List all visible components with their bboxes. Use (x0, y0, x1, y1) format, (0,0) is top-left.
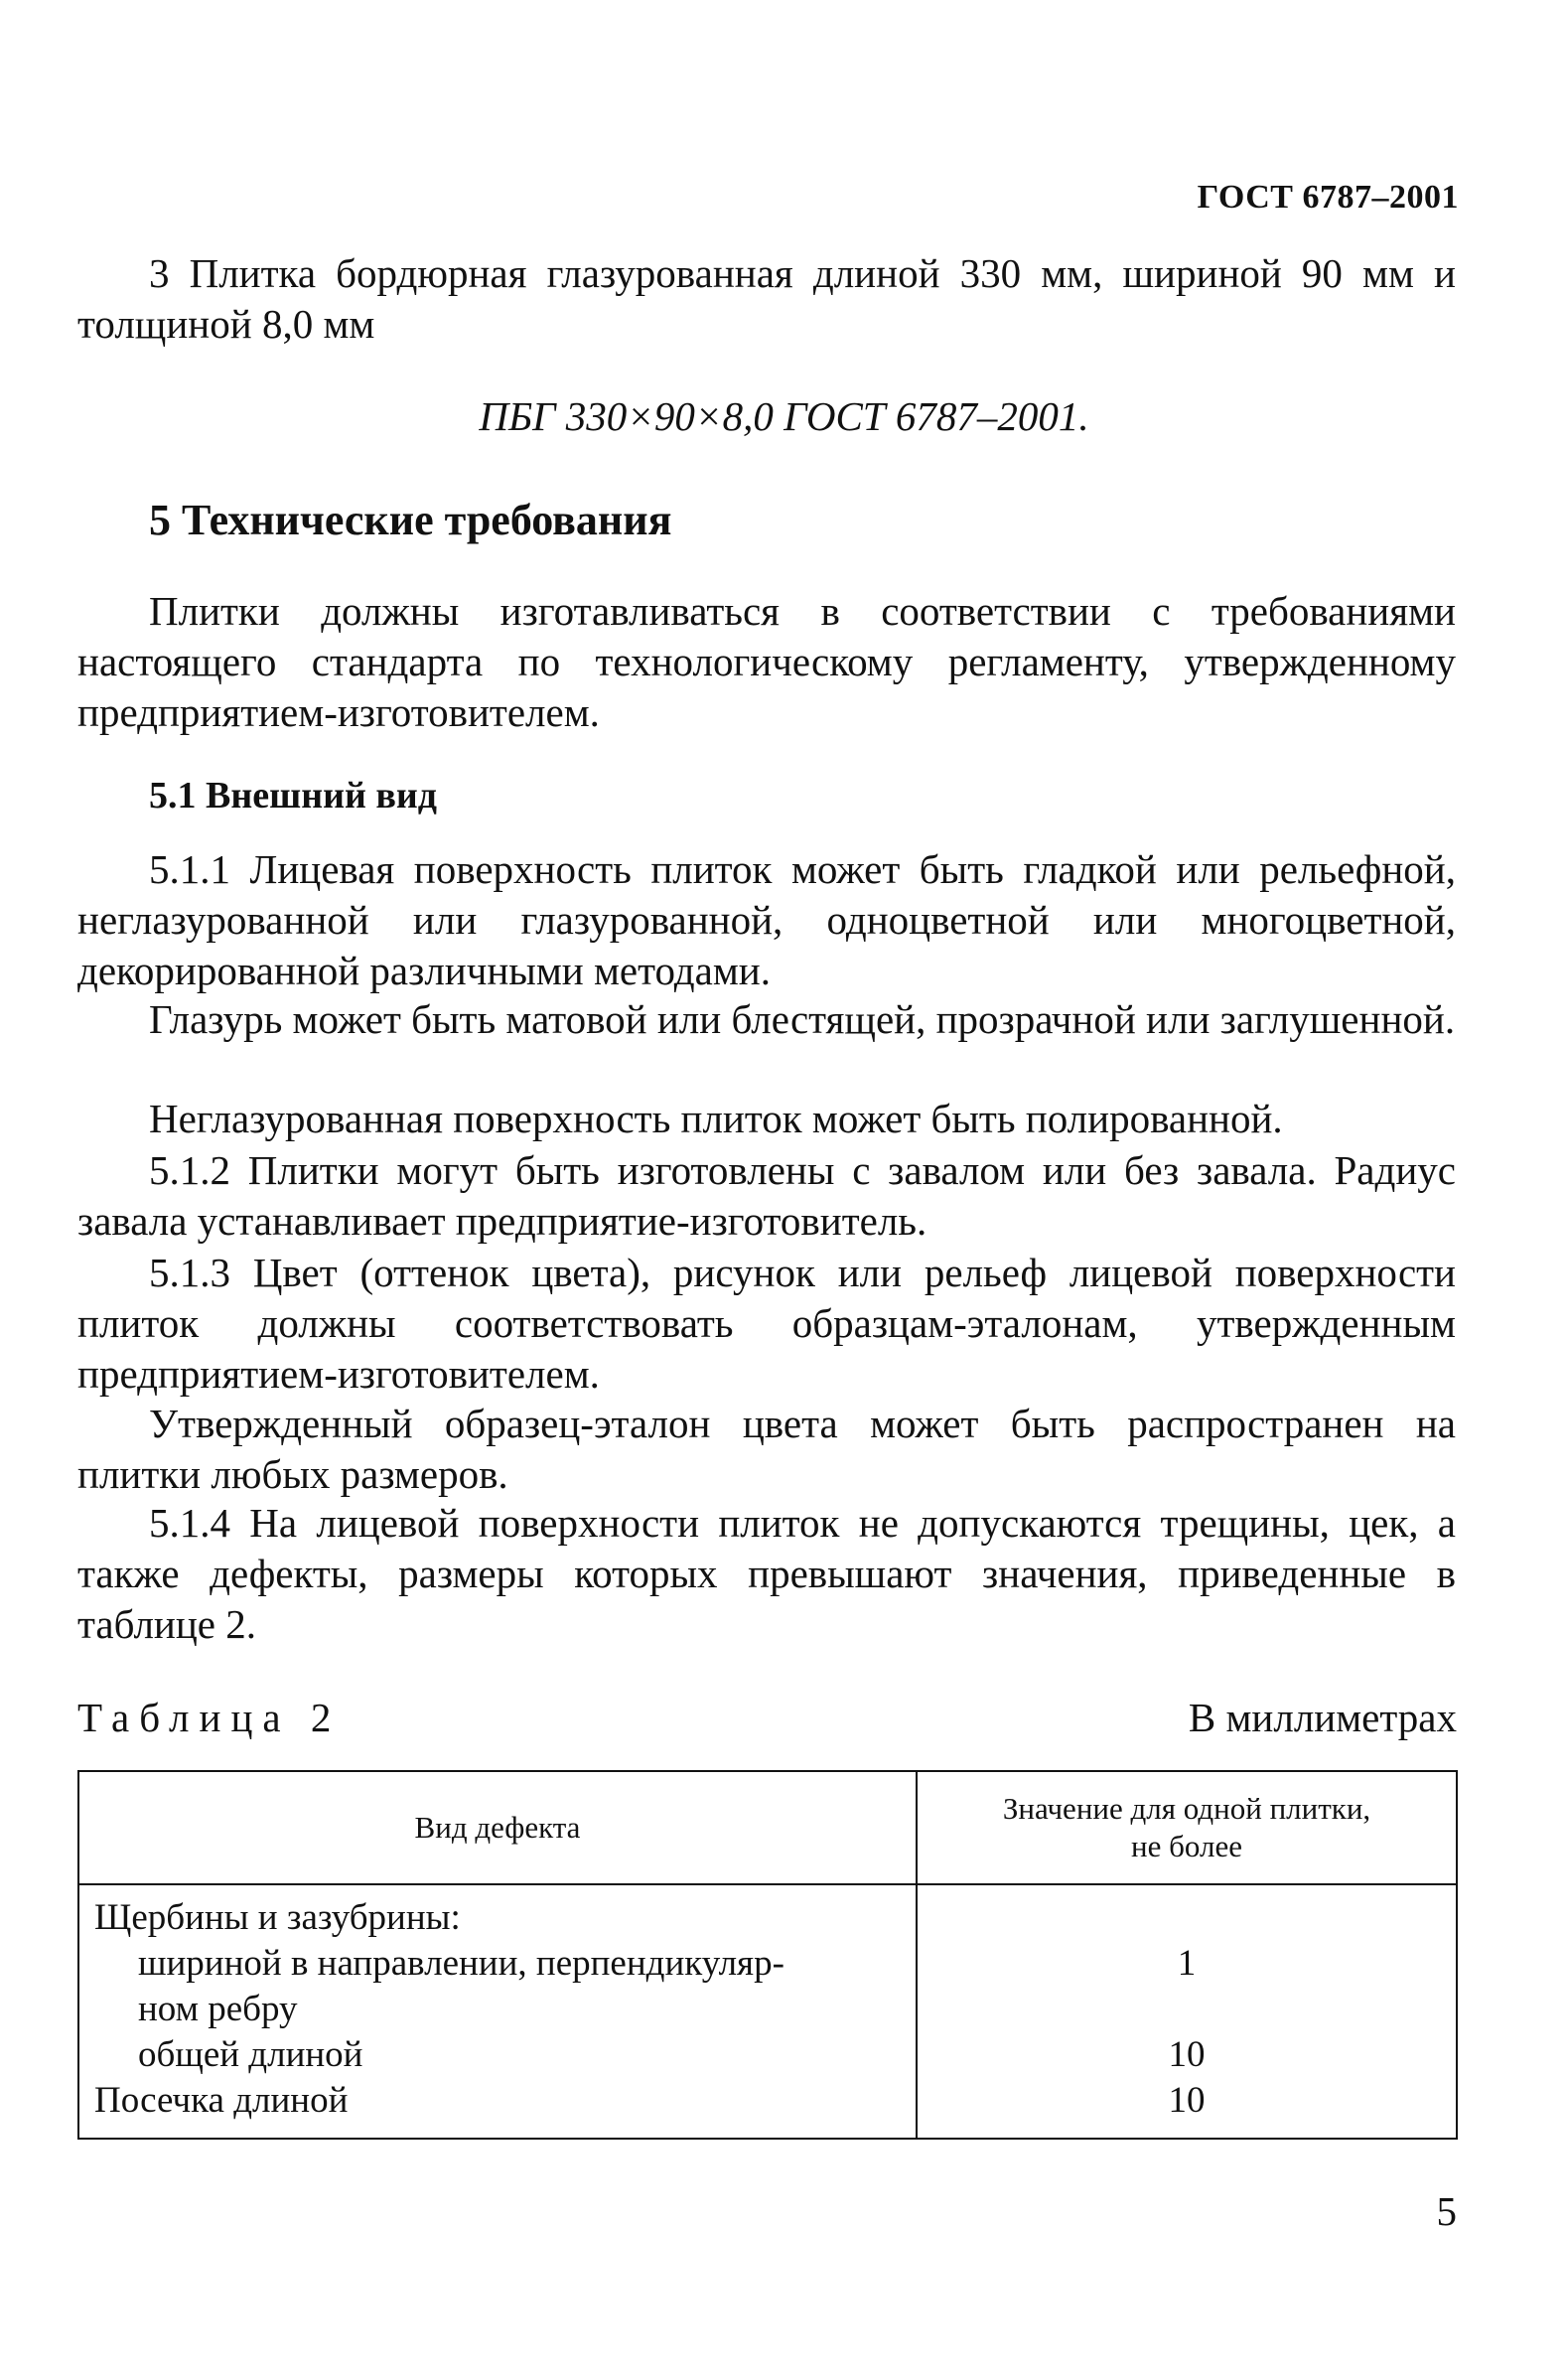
paragraph-5-1-3: 5.1.3 Цвет (оттенок цвета), рисунок или рельеф лицевой поверхности плиток должны соответствовать образцам-эталонам, утвержденным предприятием-изготовителем. (77, 1250, 1456, 1397)
paragraph-5-1-4: 5.1.4 На лицевой поверхности плиток не допускаются трещины, цек, а также дефекты, размеры которых превышают значения, приведенные в таблице 2. (77, 1500, 1456, 1647)
column-header-value (917, 1771, 1457, 1884)
paragraph-approved-sample: Утвержденный образец-эталон цвета может быть распространен на плитки любых размеров. (77, 1401, 1456, 1497)
group-label: Щербины и зазубрины: (94, 1897, 461, 1938)
defects-table (77, 1770, 1458, 2140)
row1-value: 1 (1177, 1943, 1197, 1984)
section-5-1-heading: 5.1 Внешний вид (149, 775, 438, 817)
paragraph-glaze: Глазурь может быть матовой или блестящей, прозрачной или заглушенной. (149, 996, 1456, 1042)
paragraph-unglazed: Неглазурованная поверхность плиток может быть полированной. (149, 1096, 1283, 1141)
table-units: В миллиметрах (1188, 1695, 1457, 1740)
paragraph-5-1-1: 5.1.1 Лицевая поверхность плиток может быть гладкой или рельефной, неглазурованной или глазурованной, одноцветной или многоцветной, декорированной различными методами. (77, 846, 1456, 993)
table-row (78, 1884, 1457, 2139)
column-header-value-line2: не более (1131, 1829, 1242, 1863)
designation-formula: ПБГ 330×90×8,0 ГОСТ 6787–2001. (479, 393, 1089, 439)
value-cell (917, 1884, 1457, 2139)
row1-label-line2: ном ребру (138, 1989, 298, 2029)
document-code: ГОСТ 6787–2001 (1197, 179, 1459, 216)
paragraph-5-1-2: 5.1.2 Плитки могут быть изготовлены с завалом или без завала. Радиус завала устанавливает предприятие-изготовитель. (77, 1147, 1456, 1244)
table-header-row (78, 1771, 1457, 1884)
row1-label-line1: шириной в направлении, перпендикуляр- (138, 1943, 784, 1984)
row2-label: общей длиной (138, 2034, 363, 2075)
item-3-text: 3 Плитка бордюрная глазурованная длиной 330 мм, шириной 90 мм и толщиной 8,0 мм (77, 250, 1456, 347)
table-caption: Таблица 2 (77, 1695, 342, 1740)
column-header-defect: Вид дефекта (78, 1771, 917, 1884)
page-number: 5 (1436, 2188, 1457, 2234)
section-5-paragraph: Плитки должны изготавливаться в соответствии с требованиями настоящего стандарта по технологическому регламенту, утвержденному предприятием-изготовителем. (77, 588, 1456, 735)
row2-value: 10 (1168, 2034, 1206, 2075)
section-5-heading: 5 Технические требования (149, 496, 672, 544)
column-header-value-line1: Значение для одной плитки, (1002, 1791, 1371, 1826)
defect-cell (78, 1884, 917, 2139)
row3-label: Посечка длиной (94, 2080, 349, 2121)
row3-value: 10 (1168, 2080, 1206, 2121)
